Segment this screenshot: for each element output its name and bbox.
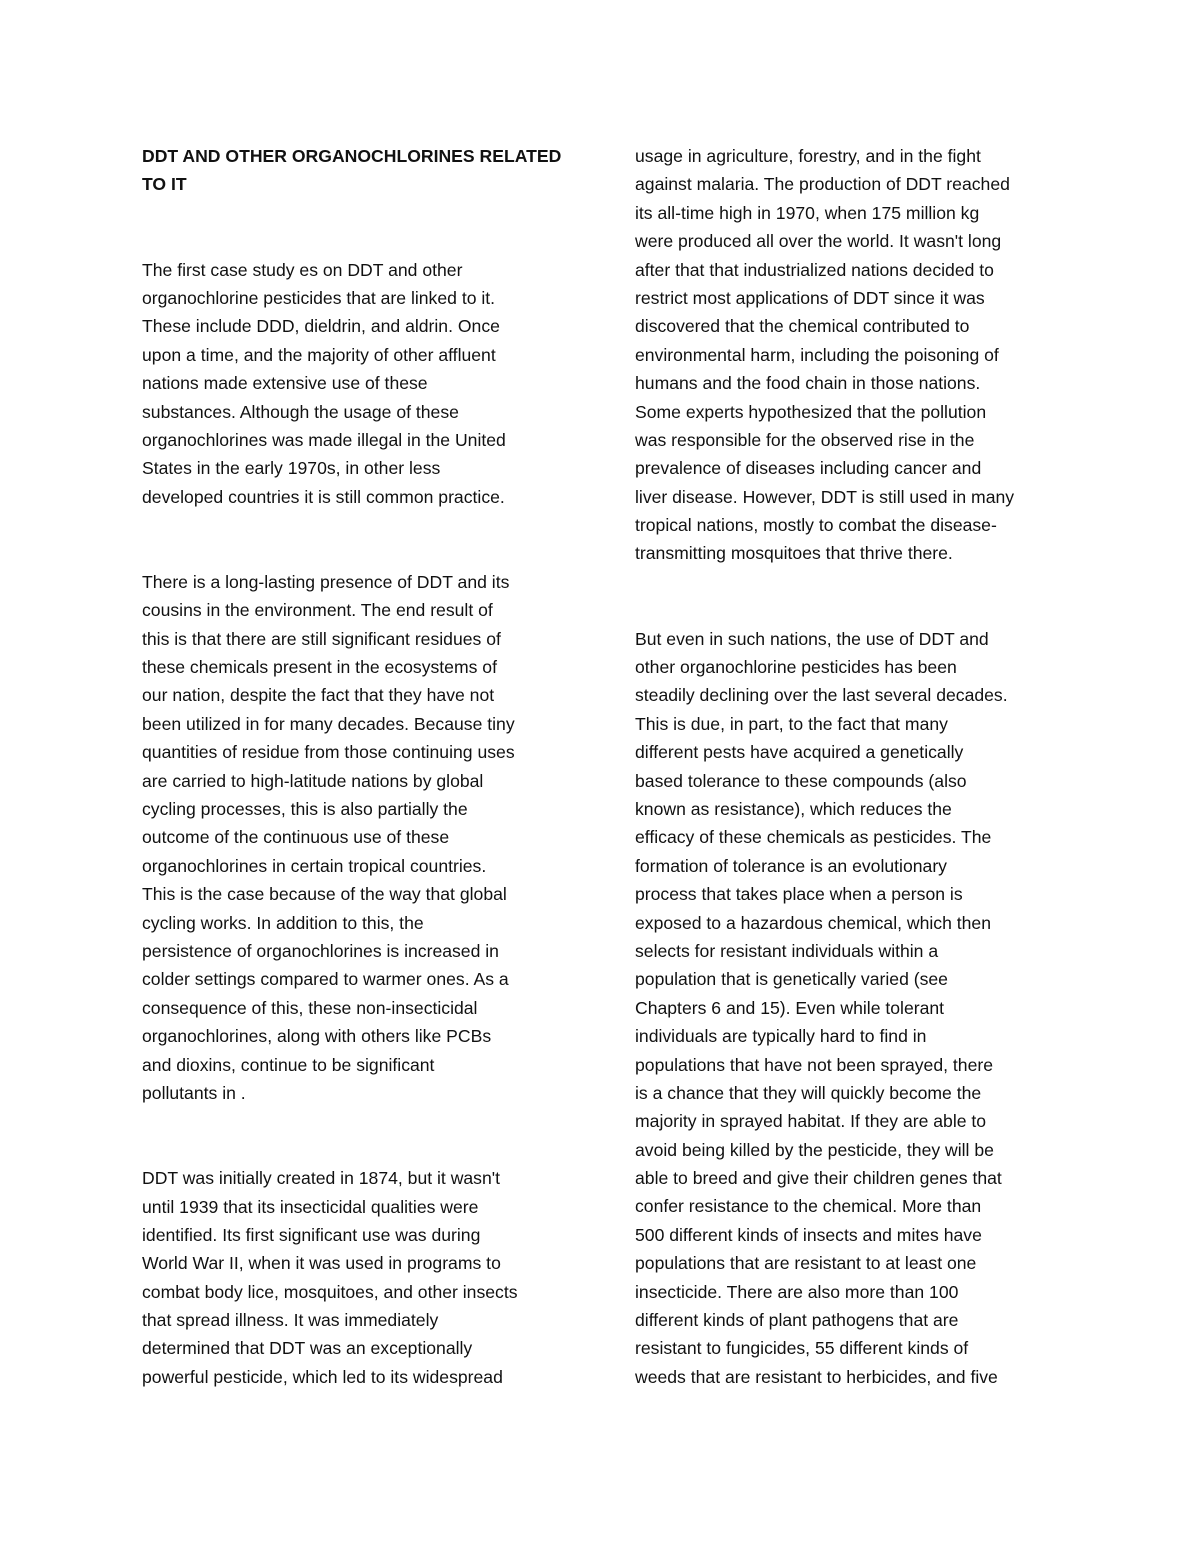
text-line: prevalence of diseases including cancer and [635, 458, 982, 479]
text-line: humans and the food chain in those nations. [635, 373, 981, 394]
paragraph [635, 625, 1075, 1392]
text-line: until 1939 that its insecticidal qualities were [142, 1196, 479, 1217]
text-line: quantities of residue from those continuing uses [142, 742, 515, 763]
text-line: were produced all over the world. It wasn't long [635, 231, 1002, 252]
text-line: this is that there are still significant residues of [142, 628, 501, 649]
text-line: combat body lice, mosquitoes, and other insects [142, 1281, 518, 1302]
text-line: resistant to fungicides, 55 different kinds of [635, 1338, 969, 1359]
text-line: colder settings compared to warmer ones. As a [142, 969, 509, 990]
paragraph [635, 142, 1075, 568]
left-paragraphs [142, 256, 582, 1392]
text-line: tropical nations, mostly to combat the disease- [635, 515, 997, 536]
text-line: was responsible for the observed rise in the [635, 429, 975, 450]
text-line: is a chance that they will quickly become the [635, 1082, 982, 1103]
text-line: outcome of the continuous use of these [142, 827, 450, 848]
text-line: avoid being killed by the pesticide, they will be [635, 1139, 994, 1160]
text-line: our nation, despite the fact that they have not [142, 685, 495, 706]
text-line: cycling works. In addition to this, the [142, 912, 424, 933]
text-line: efficacy of these chemicals as pesticides. The [635, 827, 992, 848]
text-line: process that takes place when a person is [635, 884, 963, 905]
text-line: consequence of this, these non-insecticidal [142, 997, 478, 1018]
text-line: pollutants in . [142, 1082, 246, 1103]
text-line: against malaria. The production of DDT reached [635, 174, 1010, 195]
right-column [635, 142, 1075, 1391]
text-line: organochlorines, along with others like PCBs [142, 1026, 492, 1047]
text-line: exposed to a hazardous chemical, which then [635, 912, 991, 933]
text-line: determined that DDT was an exceptionally [142, 1338, 473, 1359]
text-line: identified. Its first significant use was during [142, 1224, 481, 1245]
text-line: known as resistance), which reduces the [635, 799, 952, 819]
text-line: weeds that are resistant to herbicides, and five [635, 1366, 998, 1387]
text-line: These include DDD, dieldrin, and aldrin. Once [142, 316, 500, 337]
text-line: its all-time high in 1970, when 175 million kg [635, 202, 980, 223]
text-line: organochlorines in certain tropical countries. [142, 855, 487, 876]
text-line: usage in agriculture, forestry, and in the fight [635, 146, 981, 166]
text-line: powerful pesticide, which led to its widespread [142, 1366, 503, 1387]
paragraph [142, 256, 582, 512]
text-line: population that is genetically varied (see [635, 969, 948, 990]
text-line: been utilized in for many decades. Because tiny [142, 713, 515, 734]
text-line: But even in such nations, the use of DDT and [635, 628, 989, 649]
text-line: Some experts hypothesized that the pollution [635, 401, 987, 422]
text-line: are carried to high-latitude nations by global [142, 770, 484, 791]
text-line: different kinds of plant pathogens that are [635, 1310, 959, 1331]
text-line: different pests have acquired a genetically [635, 742, 964, 763]
text-line: DDT was initially created in 1874, but it wasn't [142, 1168, 501, 1189]
text-line: organochlorine pesticides that are linked to it. [142, 287, 496, 308]
text-line: confer resistance to the chemical. More than [635, 1196, 982, 1217]
title-line: DDT AND OTHER ORGANOCHLORINES RELATED [142, 146, 562, 166]
paragraph [142, 568, 582, 1107]
text-line: populations that are resistant to at least one [635, 1253, 977, 1274]
text-line: other organochlorine pesticides has been [635, 657, 957, 678]
text-line: There is a long-lasting presence of DDT and its [142, 571, 510, 592]
text-line: majority in sprayed habitat. If they are able to [635, 1111, 987, 1132]
text-line: transmitting mosquitoes that thrive there. [635, 543, 953, 564]
text-line: populations that have not been sprayed, there [635, 1054, 994, 1075]
text-line: upon a time, and the majority of other affluent [142, 344, 496, 365]
text-line: selects for resistant individuals within a [635, 940, 939, 961]
text-line: insecticide. There are also more than 100 [635, 1281, 959, 1302]
text-line: able to breed and give their children genes that [635, 1168, 1002, 1189]
text-line: substances. Although the usage of these [142, 401, 459, 422]
paragraph [142, 1164, 582, 1391]
text-line: after that that industrialized nations decided to [635, 259, 994, 280]
left-column [142, 142, 582, 1391]
text-line: discovered that the chemical contributed to [635, 316, 970, 337]
right-paragraphs [635, 142, 1075, 1391]
text-line: these chemicals present in the ecosystems of [142, 657, 497, 678]
text-line: Chapters 6 and 15). Even while tolerant [635, 997, 945, 1018]
text-line: cycling processes, this is also partially the [142, 799, 468, 820]
text-line: formation of tolerance is an evolutionary [635, 855, 947, 876]
text-line: based tolerance to these compounds (also [635, 770, 967, 791]
text-line: developed countries it is still common practice. [142, 486, 505, 507]
text-line: nations made extensive use of these [142, 373, 428, 394]
document-title [142, 142, 582, 199]
text-line: persistence of organochlorines is increased in [142, 940, 499, 961]
text-line: This is the case because of the way that global [142, 884, 507, 905]
text-line: environmental harm, including the poisoning of [635, 344, 999, 365]
text-line: This is due, in part, to the fact that many [635, 713, 948, 734]
title-line: TO IT [142, 174, 187, 195]
text-line: States in the early 1970s, in other less [142, 458, 441, 479]
text-line: cousins in the environment. The end result of [142, 600, 493, 621]
text-line: steadily declining over the last several decades. [635, 685, 1008, 706]
text-line: organochlorines was made illegal in the United [142, 429, 506, 450]
text-line: World War II, when it was used in programs to [142, 1253, 501, 1274]
text-line: that spread illness. It was immediately [142, 1310, 439, 1331]
text-line: restrict most applications of DDT since it was [635, 287, 985, 308]
text-line: and dioxins, continue to be significant [142, 1054, 435, 1075]
text-line: individuals are typically hard to find in [635, 1026, 927, 1047]
text-line: liver disease. However, DDT is still used in many [635, 486, 1015, 507]
text-line: The first case study es on DDT and other [142, 259, 463, 280]
text-line: 500 different kinds of insects and mites have [635, 1224, 982, 1245]
